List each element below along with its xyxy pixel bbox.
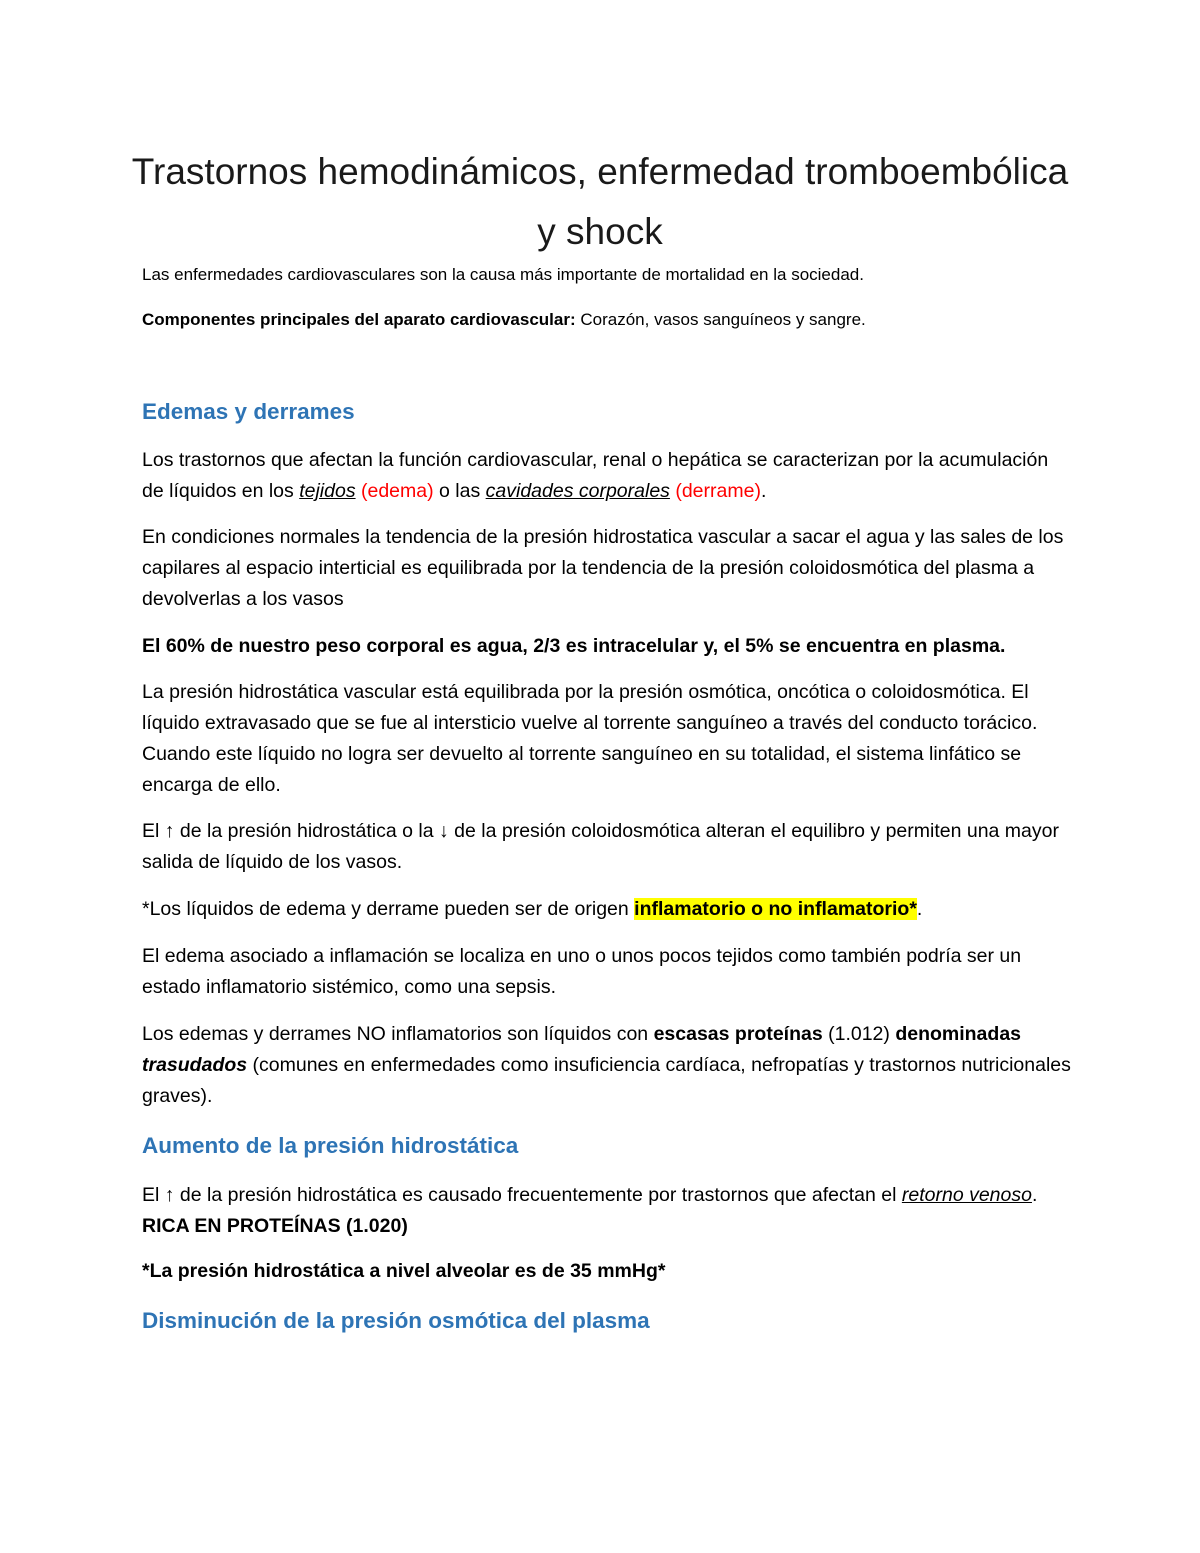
underlined-term-cavidades: cavidades corporales bbox=[485, 480, 670, 502]
text-run: Los edemas y derrames NO inflamatorios son líquidos con bbox=[142, 1023, 654, 1045]
edemas-paragraph-7: El edema asociado a inflamación se localiza en uno o unos pocos tejidos como también podría ser un estado inflamatorio sistémico, como una sepsis. bbox=[142, 945, 1022, 998]
intro-paragraph-1: Las enfermedades cardiovasculares son la causa más importante de mortalidad en la sociedad. bbox=[142, 265, 864, 284]
text-run: (comunes en enfermedades como insuficiencia cardíaca, nefropatías y trastornos nutricionales graves). bbox=[142, 1054, 1071, 1107]
text-run: Los trastornos que afectan la función cardiovascular, renal o hepática se caracterizan por la acumulación de líquidos en los bbox=[142, 449, 1049, 502]
bold-italic-term-trasudados: trasudados bbox=[142, 1054, 248, 1076]
edemas-paragraph-4: La presión hidrostática vascular está equilibrada por la presión osmótica, oncótica o coloidosmótica. El líquido extravasado que se fue al intersticio vuelve al torrente sanguíneo a través del conducto torácico. Cuando este líquido no logra ser devuelto al torrente sanguíneo en su totalidad, el sistema linfático se encarga de ello. bbox=[142, 681, 1038, 796]
text-run: . bbox=[916, 898, 923, 920]
edemas-paragraph-3 bbox=[142, 631, 1072, 662]
bold-statement: *La presión hidrostática a nivel alveolar es de 35 mmHg* bbox=[142, 1260, 666, 1282]
bold-term: escasas proteínas bbox=[653, 1023, 823, 1045]
aumento-paragraph-1 bbox=[142, 1180, 1072, 1242]
intro-bold-label: Componentes principales del aparato cardiovascular: bbox=[142, 310, 576, 329]
text-run: . bbox=[760, 480, 767, 502]
underlined-term-retorno-venoso: retorno venoso bbox=[901, 1184, 1032, 1206]
text-run: *Los líquidos de edema y derrame pueden ser de origen bbox=[142, 898, 635, 920]
text-run: o las bbox=[433, 480, 486, 502]
intro-paragraph-2 bbox=[142, 307, 1072, 333]
bold-term: RICA EN PROTEÍNAS (1.020) bbox=[142, 1215, 408, 1237]
text-run: . bbox=[1031, 1184, 1038, 1206]
underlined-term-tejidos: tejidos bbox=[299, 480, 356, 502]
bold-term: denominadas bbox=[895, 1023, 1022, 1045]
text-run: El ↑ de la presión hidrostática es causado frecuentemente por trastornos que afectan el bbox=[142, 1184, 902, 1206]
edemas-paragraph-6 bbox=[142, 894, 1072, 925]
heading-aumento-presion: Aumento de la presión hidrostática bbox=[142, 1133, 519, 1158]
edemas-paragraph-5: El ↑ de la presión hidrostática o la ↓ de la presión coloidosmótica alteran el equilibro y permiten una mayor salida de líquido de los vasos. bbox=[142, 820, 1059, 873]
aumento-paragraph-2 bbox=[142, 1256, 1072, 1287]
red-term-derrame: (derrame) bbox=[669, 480, 761, 502]
edemas-paragraph-2: En condiciones normales la tendencia de la presión hidrostatica vascular a sacar el agua y las sales de los capilares al espacio interticial es equilibrada por la tendencia de la presión coloidosmótica del plasma a devolverlas a los vasos bbox=[142, 526, 1064, 610]
bold-statement: El 60% de nuestro peso corporal es agua, 2/3 es intracelular y, el 5% se encuentra en plasma. bbox=[142, 635, 1006, 657]
document-title: Trastornos hemodinámicos, enfermedad tromboembólica y shock bbox=[131, 151, 1069, 252]
edemas-paragraph-1 bbox=[142, 445, 1072, 507]
edemas-paragraph-8 bbox=[142, 1019, 1072, 1112]
heading-edemas: Edemas y derrames bbox=[142, 399, 355, 424]
red-term-edema: (edema) bbox=[355, 480, 434, 502]
highlighted-text: inflamatorio o no inflamatorio* bbox=[634, 898, 917, 920]
text-run: (1.012) bbox=[822, 1023, 896, 1045]
intro-rest: Corazón, vasos sanguíneos y sangre. bbox=[575, 310, 866, 329]
heading-disminucion-presion: Disminución de la presión osmótica del plasma bbox=[142, 1308, 650, 1333]
